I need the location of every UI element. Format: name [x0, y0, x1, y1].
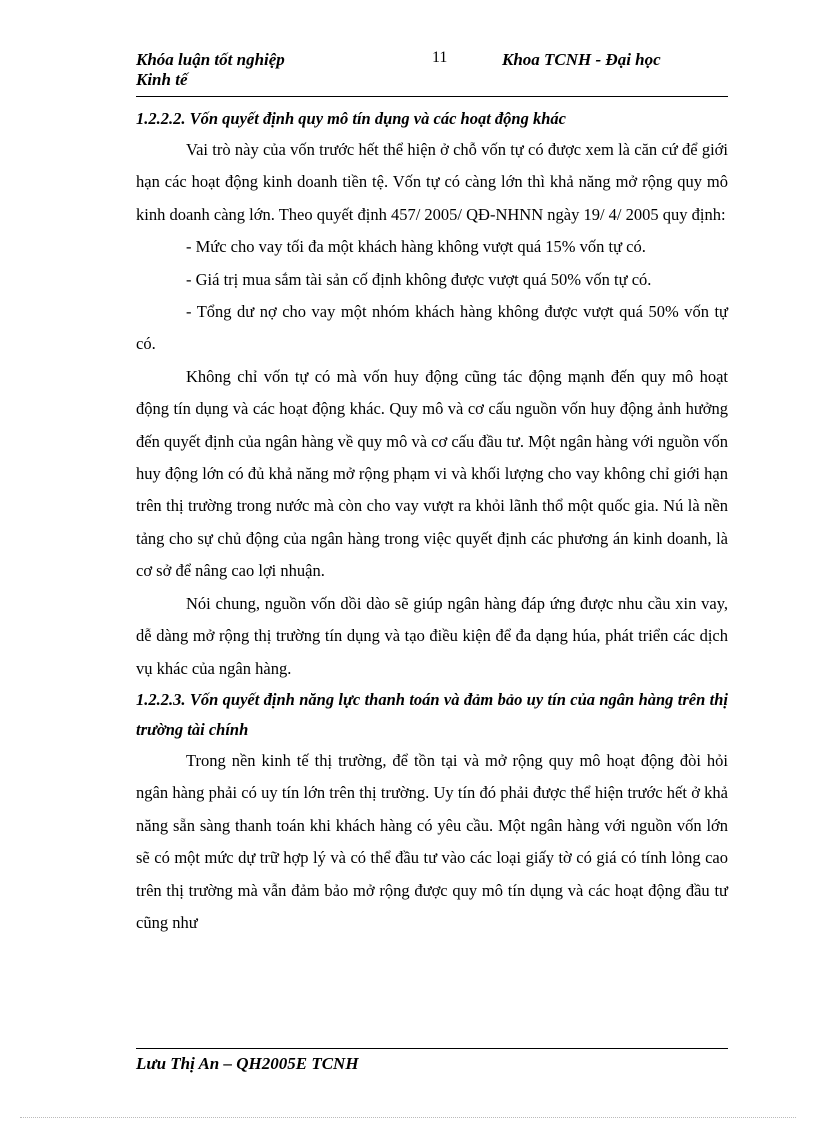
header-rule	[136, 96, 728, 97]
page-header	[136, 50, 728, 94]
bullet-item: - Tổng dư nợ cho vay một nhóm khách hàng không được vượt quá 50% vốn tự có.	[136, 302, 728, 354]
paragraph: Vai trò này của vốn trước hết thể hiện ở chỗ vốn tự có được xem là căn cứ để giới hạn các hoạt động kinh doanh tiền tệ. Vốn tự có càng lớn thì khả năng mở rộng quy mô kinh doanh càng lớn. Theo quyết định 457/ 2005/ QĐ-NHNN ngày 19/ 4/ 2005 quy định:	[136, 140, 728, 224]
bullet-item: - Giá trị mua sắm tài sản cố định không được vượt quá 50% vốn tự có.	[186, 269, 652, 289]
section-heading-1-2-2-3: 1.2.2.3. Vốn quyết định năng lực thanh toán và đảm bảo uy tín của ngân hàng trên thị trường tài chính	[136, 689, 728, 739]
header-faculty: Khoa TCNH - Đại học	[502, 50, 661, 69]
paragraph: Trong nền kinh tế thị trường, để tồn tại và mở rộng quy mô hoạt động đòi hỏi ngân hàng phải có uy tín lớn trên thị trường. Uy tín đó phải được thể hiện trước hết ở khả năng sẵn sàng thanh toán khi khách hàng có yêu cầu. Một ngân hàng với nguồn vốn lớn sẽ có một mức dự trữ hợp lý và có thể đầu tư vào các loại giấy tờ có giá có tính lỏng cao trên thị trường mà vẫn đảm bảo mở rộng được quy mô tín dụng và các hoạt động đầu tư cũng như	[136, 750, 728, 932]
section-heading-1-2-2-2: 1.2.2.2. Vốn quyết định quy mô tín dụng và các hoạt động khác	[136, 109, 566, 128]
header-thesis-label: Khóa luận tốt nghiệp	[136, 50, 285, 69]
header-economics-label: Kinh tế	[136, 70, 188, 89]
header-left	[136, 50, 285, 90]
page-number: 11	[432, 49, 448, 66]
paragraph: Không chỉ vốn tự có mà vốn huy động cũng tác động mạnh đến quy mô hoạt động tín dụng và các hoạt động khác. Quy mô và cơ cấu nguồn vốn huy động ảnh hưởng đến quyết định của ngân hàng về quy mô và cơ cấu đầu tư. Một ngân hàng với nguồn vốn huy động lớn có đủ khả năng mở rộng phạm vi và khối lượng cho vay không chỉ giới hạn trên thị trường trong nước mà còn cho vay vượt ra khỏi lãnh thổ một quốc gia. Nú là nền tảng cho sự chủ động của ngân hàng trong việc quyết định các phương án kinh doanh, là cơ sở để nâng cao lợi nhuận.	[136, 366, 728, 581]
bullet-item: - Mức cho vay tối đa một khách hàng không vượt quá 15% vốn tự có.	[186, 237, 646, 257]
footer-author: Lưu Thị An – QH2005E TCNH	[136, 1054, 359, 1073]
page-body	[136, 104, 728, 939]
page-edge	[20, 1117, 796, 1118]
footer-rule	[136, 1048, 728, 1049]
paragraph: Nói chung, nguồn vốn dồi dào sẽ giúp ngân hàng đáp ứng được nhu cầu xin vay, dễ dàng mở rộng thị trường tín dụng và tạo điều kiện để đa dạng húa, phát triển các dịch vụ khác của ngân hàng.	[136, 593, 728, 678]
